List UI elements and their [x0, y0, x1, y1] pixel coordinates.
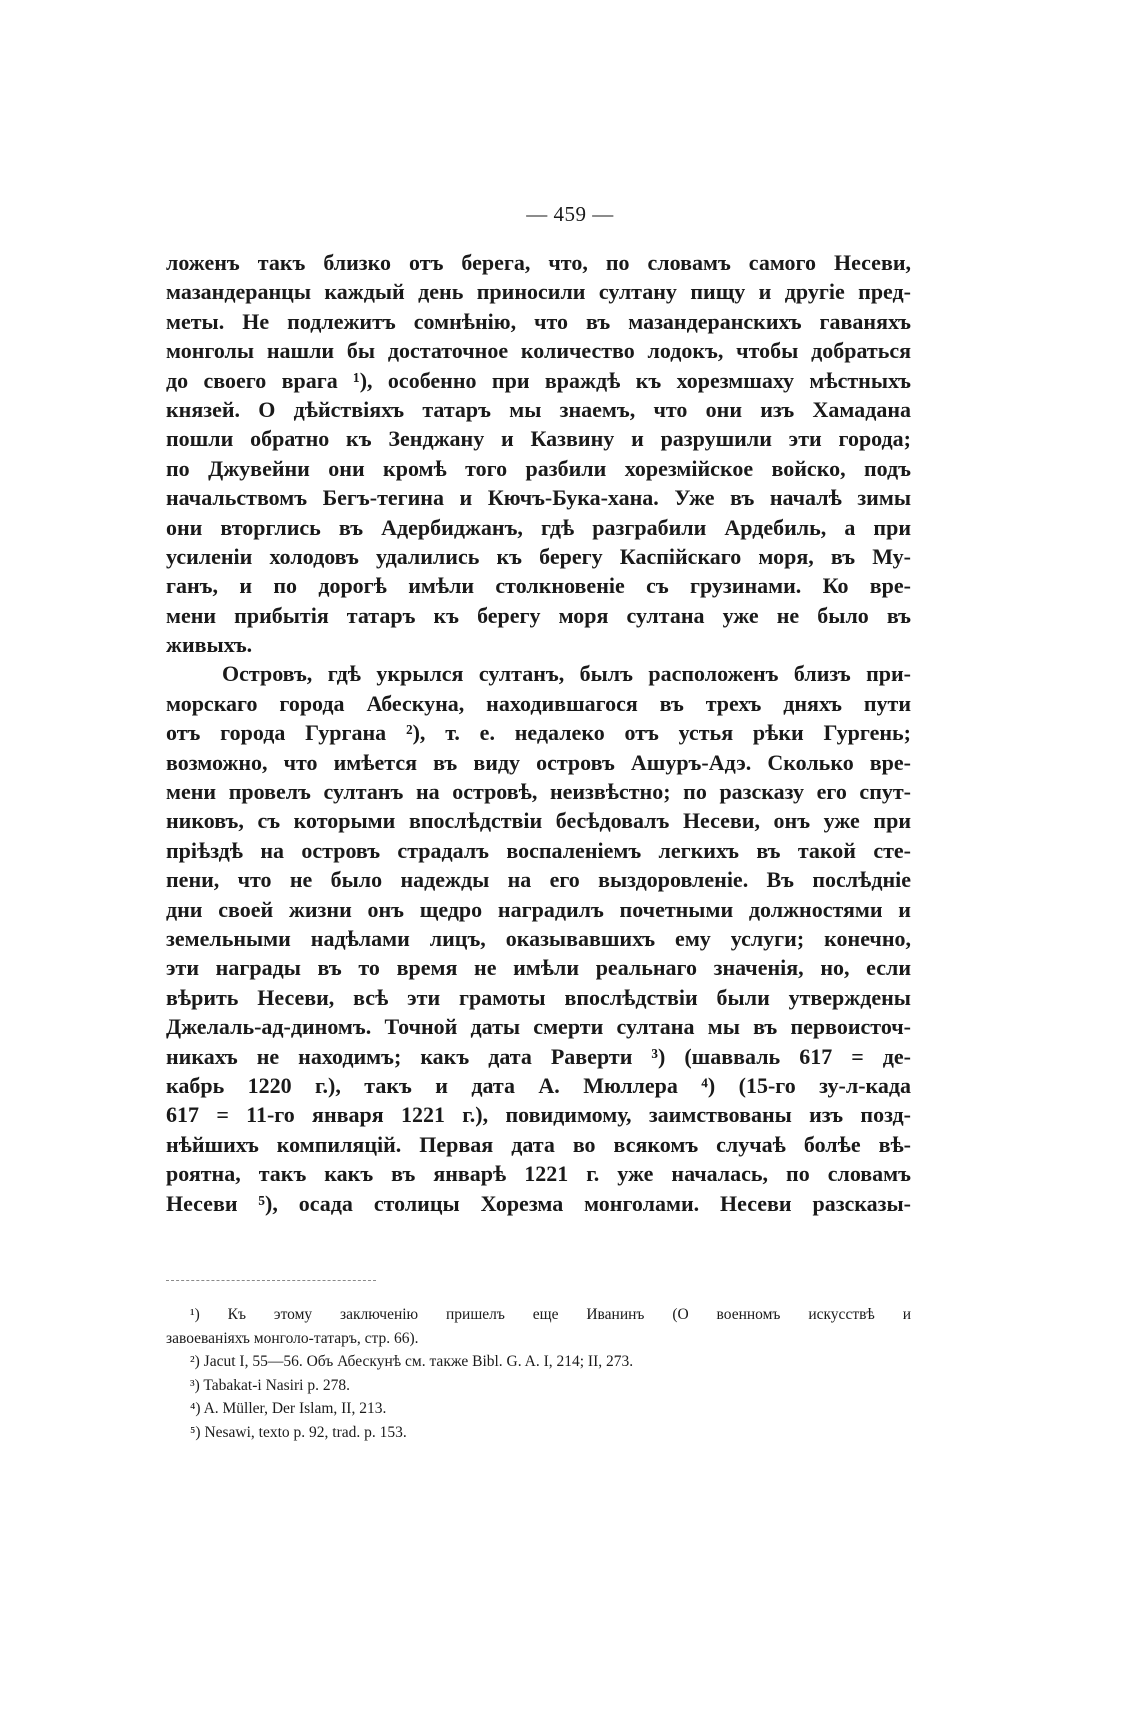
text-line: начальствомъ Бегъ-тегина и Кючъ-Бука-хана. Уже въ началѣ зимы	[166, 485, 911, 511]
text-line: эти награды въ то время не имѣли реальнаго значенія, но, если	[166, 955, 911, 981]
footnote-2: ²) Jacut I, 55—56. Объ Абескунѣ см. также Bibl. G. A. I, 214; II, 273.	[190, 1353, 634, 1370]
footnote-1-continuation: завоеваніяхъ монголо-татаръ, стр. 66).	[166, 1329, 419, 1347]
main-text	[166, 248, 911, 1218]
text-line: кабрь 1220 г.), такъ и дата А. Мюллера ⁴) (15-го зу-л-када	[166, 1072, 911, 1098]
footnote-4: ⁴) A. Müller, Der Islam, II, 213.	[190, 1400, 387, 1417]
text-line: нѣйшихъ компиляцій. Первая дата во всякомъ случаѣ болѣе вѣ-	[166, 1131, 911, 1157]
text-line: отъ города Гургана ²), т. е. недалеко отъ устья рѣки Гургень;	[166, 720, 911, 746]
footnote-separator	[166, 1280, 376, 1281]
text-line: никовъ, съ которыми впослѣдствіи бесѣдовалъ Несеви, онъ уже при	[166, 808, 911, 834]
text-line: ложенъ такъ близко отъ берега, что, по словамъ самого Несеви,	[166, 250, 911, 275]
text-line: никахъ не находимъ; какъ дата Раверти ³) (шавваль 617 = де-	[166, 1043, 911, 1069]
text-line: усиленіи холодовъ удалились къ берегу Каспійскаго моря, въ Му-	[166, 543, 911, 569]
text-line: возможно, что имѣется въ виду островъ Ашуръ-Адэ. Сколько вре-	[166, 749, 911, 775]
text-line: монголы нашли бы достаточное количество лодокъ, чтобы добраться	[166, 338, 911, 364]
text-line: мени провелъ султанъ на островѣ, неизвѣстно; по разсказу его спут-	[166, 779, 911, 805]
text-line: вѣрить Несеви, всѣ эти грамоты впослѣдствіи были утверждены	[166, 984, 911, 1010]
text-line: по Джувейни они кромѣ того разбили хорезмійское войско, подъ	[166, 455, 911, 481]
footnotes	[166, 1303, 911, 1444]
text-line: живыхъ.	[166, 632, 253, 658]
page-number: — 459 —	[526, 202, 614, 226]
footnote-1: ¹) Къ этому заключенію пришелъ еще Иванинъ (О военномъ искусствѣ и	[190, 1306, 911, 1323]
text-line: Несеви ⁵), осада столицы Хорезма монголами. Несеви разсказы-	[166, 1190, 911, 1216]
text-line: они вторглись въ Адербиджанъ, гдѣ разграбили Ардебиль, а при	[166, 514, 911, 540]
text-line: пріѣздѣ на островъ страдалъ воспаленіемъ легкихъ въ такой сте-	[166, 837, 911, 863]
text-line: дни своей жизни онъ щедро наградилъ почетными должностями и	[166, 896, 911, 922]
paragraph-start-line: Островъ, гдѣ укрылся султанъ, былъ расположенъ близъ при-	[222, 661, 911, 687]
text-line: Джелаль-ад-диномъ. Точной даты смерти султана мы въ первоисточ-	[166, 1014, 911, 1040]
text-line: 617 = 11-го января 1221 г.), повидимому, заимствованы изъ позд-	[166, 1102, 911, 1128]
footnote-5: ⁵) Nesawi, texto p. 92, trad. p. 153.	[190, 1423, 407, 1441]
text-line: мени прибытія татаръ къ берегу моря султана уже не было въ	[166, 602, 911, 628]
text-line: мазандеранцы каждый день приносили султану пищу и другіе пред-	[166, 279, 911, 305]
text-line: меты. Не подлежитъ сомнѣнію, что въ мазандеранскихъ гаваняхъ	[166, 308, 911, 334]
text-line: пошли обратно къ Зенджану и Казвину и разрушили эти города;	[166, 426, 911, 452]
text-line: роятна, такъ какъ въ январѣ 1221 г. уже началась, по словамъ	[166, 1161, 911, 1187]
text-line: пени, что не было надежды на его выздоровленіе. Въ послѣдніе	[166, 867, 911, 893]
text-line: морскаго города Абескуна, находившагося въ трехъ дняхъ пути	[166, 690, 911, 716]
text-line: до своего врага ¹), особенно при враждѣ къ хорезмшаху мѣстныхъ	[166, 367, 911, 393]
text-line: земельными надѣлами лицъ, оказывавшихъ ему услуги; конечно,	[166, 925, 911, 951]
text-line: князей. О дѣйствіяхъ татаръ мы знаемъ, что они изъ Хамадана	[166, 396, 911, 422]
text-line: ганъ, и по дорогѣ имѣли столкновеніе съ грузинами. Ко вре-	[166, 573, 911, 599]
footnote-3: ³) Tabakat-i Nasiri p. 278.	[190, 1376, 350, 1394]
